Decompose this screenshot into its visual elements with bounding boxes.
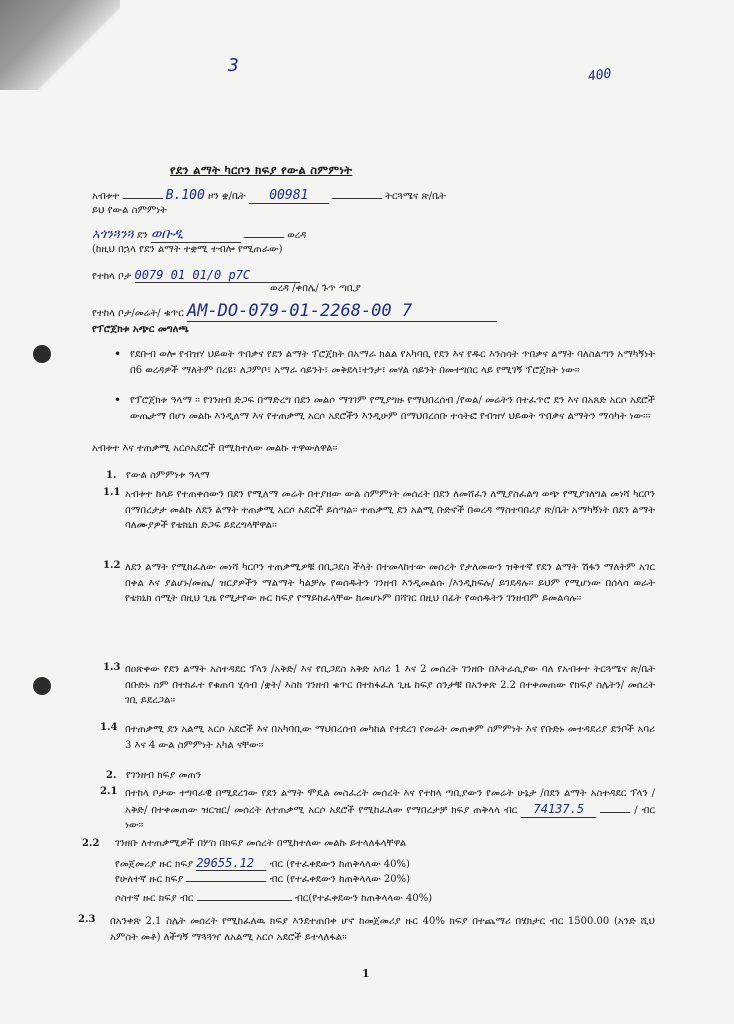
item-text: በተጠቃሚ ደን አልሚ አርሶ አደሮች እና በአካባቢው ማህበረሰብ መካከል የተደረገ የመሬት መጠቀም ስምምነት እና የቡድኑ መተዳደሪያ ደንቦች አባሪ 3 እና 4 ውል ስምምነት አካል ናቸው፡፡ [125, 724, 655, 751]
phone-tail: ወረዳ /ቀበሌ/ ጉጥ ጣቢያ [270, 283, 361, 294]
item-number: 2.1 [100, 786, 118, 797]
field1-value: B.100 [165, 188, 205, 203]
pay-first-label: የመጀመሪያ ዙር ክፍያ [115, 859, 194, 870]
payment-row-second [115, 874, 410, 885]
field3-tail: ወረዳ [287, 230, 307, 241]
phone-value: 0079 01 01/0 p7C [135, 268, 300, 283]
payment-row-third [115, 893, 432, 904]
field3-mid: ደን [136, 230, 148, 241]
agreement-intro: አብቱተ እና ተጠቃሚ አርሶአደሮች በሚከተለው መልኩ ተዋውለዋል፡፡ [92, 443, 338, 454]
field1-suffix: ዞን ቋ/ቤት [208, 191, 246, 202]
code-label: የተከላ ቦታ/መሬት/ ቁጥር [92, 308, 184, 319]
field1-label: አብቱተ [92, 191, 120, 202]
blank-line [197, 900, 292, 901]
page-curl [0, 0, 120, 90]
pay-third-label: ሶስተኛ ዙር ክፍያ ብር [115, 893, 194, 904]
header-row-3 [92, 226, 306, 243]
section1-number: 1. [106, 470, 117, 481]
item-number: 2.3 [78, 914, 96, 925]
corner-mark: 3 [228, 55, 239, 76]
section1-heading: የውል ስምምነቱ ዓላማ [126, 470, 210, 481]
field3-value: አጎንጓንጓ [92, 227, 134, 242]
item-number: 1.3 [103, 662, 121, 673]
page-number: 1 [362, 967, 370, 980]
item-text: ለደን ልማት የሚከፈለው መነሻ ካርቦን ተጠቃሚዎቹ በቢጋደስ ችላት በተመላከተው መሰረት የታለመውን ዝቅተኛ የደን ልማት ሽፋን ማለትም አገር በቀል እና ያልሆኑ/መጤ/ ዝርያዎችን ማልማት ካልቻሉ የወሰዱትን ገንዘብ እንዲመልሱ /እንዲከፍሉ/ ይገደዳሉ፡፡ ይህም የሚሆነው በሰላሳ ወራት የቴክኒክ ሰሚት በዚህ ጊዜ የሚታየው ዙር ከፍያ የማይከፈላቸው ከመሆኑም በሻገር በዚህ በፊት የወሰዱትን ገንዘብም ይመልሳሉ፡፡ [125, 562, 655, 604]
payment-row-first [115, 856, 410, 871]
pay-second-tail: ብር (የተፈቀደውን ከጠቅላላው 20%) [269, 874, 411, 885]
item23-text: በአንቀጽ 2.1 ስሌት መሰረት የሚከፈለዉ ክፍያ እንደተጠበቀ ሆኖ ከመጀመሪያ ዙር 40% ክፍያ በተጨማሪ በሄክታር ብር 1500.00 (አንድ ሺህ አምስት መቶ) ለችግኝ ማጓጓዣ ለአልሚ አርሶ አደሮች ይተላለፋል፡፡ [110, 916, 655, 943]
bullet-item: • የደቡብ ወሎ የብዝሃ ህይወት ጥበቃና የደን ልማት ፕሮጀክት በአማራ ክልል የአካባቢ የደን እና የዱር እንስሳት ጥበቃና ልማት ባለስልጣን አማካኝነት በ6 ወረዳዎች ማለትም በረዩ፣ ለጋምቦ፣ አማራ ሳይንት፣ መቅደላ፣ተንታ፣ መሃል ሳይንት በመተግበር ላይ የሚገኝ ፕሮጀክት ነው፡፡ [130, 347, 655, 378]
item21-text [125, 786, 655, 834]
code-value: AM-DO-079-01-2268-00 7 [187, 301, 497, 322]
blank-line [600, 812, 630, 813]
section2-heading: የገንዘብ ክፍያ መጠን [126, 770, 202, 781]
field1-number: 00981 [249, 188, 329, 204]
header-row-1 [92, 188, 446, 204]
field3-signature: ወቡዲ [151, 226, 241, 243]
blank-line [244, 237, 284, 238]
intro-heading: የፕሮጀክቱ አጭር መግለጫ [92, 324, 189, 335]
section2-number: 2. [106, 770, 117, 781]
document-title: የደን ልማት ካርቦን ክፍያ የውል ስምምነት [170, 163, 353, 177]
total-amount: 74137.5 [521, 802, 596, 819]
pay-first-tail: ብር (የተፈቀደውን ከጠቅላላው 40%) [269, 859, 410, 870]
item22-text: ገንዘቡ ለተጠቃሚዎች በሦስ በክፍያ መሰረት በሚከተለው መልኩ ይተላለፋላቸዋል [115, 838, 407, 849]
punch-hole [33, 345, 51, 363]
pay-first-value: 29655.12 [196, 856, 266, 871]
item-text: አብቱተ ከላይ የተጠቀሰውን በደን የሚለማ መሬት በተያዘው ውል ስምምነት መሰረት በደን ለመሸፈን ለሚያስፈልግ ወጭ የሚያገለግል መነሻ ካርቦን በማበረታታ መልኩ ለደን ልማት ተጠቃሚ አርሶ አደሮች ይሰጣል፡፡ ተጠቃሚ ደን አልሚ ቡድኖች በወረዳ ማስተባበሪያ ጽ/ቤት አማካኝነት በደን ልማት ባለሙያዎች የቴክኒክ ድጋፍ ይደረግላቸዋል፡፡ [125, 489, 655, 531]
item-text: በዐጽቀው የደን ልማት አስተዳደር ፕላን /አቅድ/ እና የቢጋደስ አቅድ አባሪ 1 እና 2 መሰረት ገንዘቡ በእትራሲያው ባለ የአብቱተ ትርጓሜና ጽ/ቤት በቡድኑ ስም በተከፈተ የቁጠባ ሂሳብ /ቋት/ እስከ ገንዘብ ቁጥር በተከፋፈለ ጊዜ ከፍያ ሰንታቹ በአንቀጽ 2.2 በተቀመጠው የክፍያ ስሌትን/ መሰረት ገቢ ይደረጋል፡፡ [125, 664, 655, 706]
blank-line [123, 198, 163, 199]
item21-body: በተከላ ቦታው ተግባራዊ በሚደረገው የደን ልማት ሞዴል መስፈረት መሰረት እና የተከላ ጣቢያውን የመሬት ሁኔታ /በደን ልማት አስተዳደር ፕላን /አቅድ/ በተቀመጠው ዝርዝር/ መሰረት ለተጠቃሚ አርሶ አደሮች የሚከፈለው የማበረታቻ ክፍያ ጠቅላላ ብር [125, 788, 655, 816]
pay-third-tail: ብር(የተፈቀደውን ከጠቅላላው 40%) [294, 893, 433, 904]
item-number: 1.2 [103, 560, 121, 571]
field1-tail: ትርጓሜና ጽ/ቤት [385, 191, 446, 202]
item-number: 1.4 [100, 722, 118, 733]
field3-note: (ከዚህ በኋላ የደን ልማት ተቋሚ ተብሎ የሚጠራው) [92, 244, 283, 255]
pay-second-label: የሁለተኛ ዙር ክፍያ [115, 874, 184, 885]
header-row-phone [92, 268, 300, 283]
field2-label: ይህ የውል ስምምነት [92, 205, 167, 216]
item-number: 2.2 [82, 838, 100, 849]
punch-hole [33, 677, 51, 695]
bullet-item: • የፕሮጀክቱ ዓላማ ፡፡ የገንዘብ ድጋፍ በማድረግ በደን መልሶ ማገገም የሚያግዙ የማህበረሰብ /የወል/ መሬትን በተፈጥሮ ደን እና በአጸድ አርሶ አደሮች ውጤታማ በሆነ መልኩ እንዲለማ እና የተጠቃሚ አርሶ አደሮችን እንዲሁም በማህበረሰቡ ተሳትፎ የብዝሃ ህይወት ጥበቃና ልማትን ማሳካት ነው፡፡፡ [130, 393, 655, 424]
blank-line [332, 198, 382, 199]
header-row-code [92, 301, 497, 322]
blank-line [186, 881, 266, 882]
page-corner-number: 400 [587, 66, 613, 85]
phone-label: የተከላ ቦታ [92, 271, 132, 282]
item-number: 1.1 [103, 487, 121, 498]
item21-tail: / ብር ነው፡፡ [125, 804, 655, 831]
